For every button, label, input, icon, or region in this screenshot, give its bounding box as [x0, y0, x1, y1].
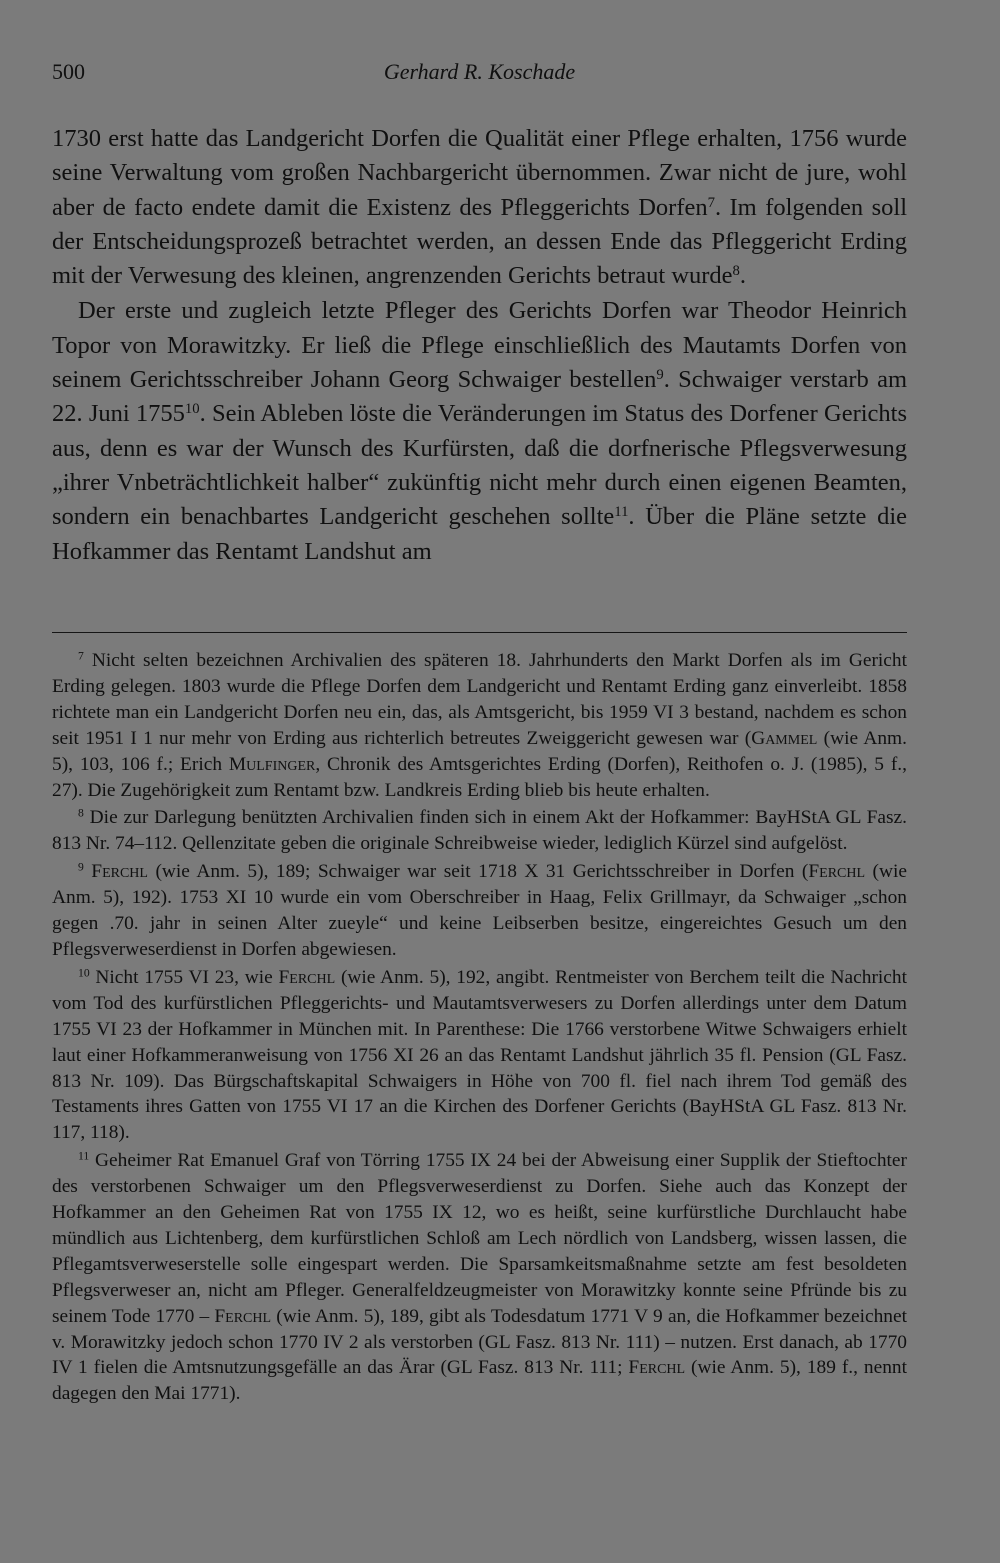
footnote-10 [52, 965, 907, 1146]
page-number: 500 [52, 59, 85, 84]
author-name: Mulfinger [228, 753, 316, 775]
text-run: . Im folgenden soll der Entscheidungsprozeß betrachtet werden, an dessen Ende das Pfleggericht Erding mit der Verwesung des kleinen, angrenzenden Gerichts betraut wurde [52, 193, 907, 290]
text-run: . Sein Ableben löste die Veränderungen im Status des Dorfener Gerichts aus, denn es war der Wunsch des Kurfürsten, daß die dorfnerische Pflegsverwesung „ihrer Vnbeträchtlichkeit halber“ zukünftig nicht mehr durch einen eigenen Beamten, sondern ein benachbartes Landgericht geschehen sollte [52, 400, 907, 531]
text-run: Nicht selten bezeichnen Archivalien des späteren 18. Jahrhunderts den Markt Dorfen als im Gericht Erding gelegen. 1803 wurde die Pflege Dorfen dem Landgericht und Rentamt Erding ganz einverleibt. 1858 richtete man ein Landgericht Dorfen neu ein, das, als Amtsgericht, bis 1959 VI 3 bestand, nachdem es schon seit 1951 I 1 nur mehr von Erding aus richterlich betreutes Zweiggericht gewesen war ( [52, 650, 907, 749]
footnote-11 [52, 1148, 907, 1407]
text-run: , Chronik des Amtsgerichtes Erding (Dorfen), Reithofen o. J. (1985), 5 f., 27). Die Zugehörigkeit zum Rentamt bzw. Landkreis Erding blieb bis heute erhalten. [52, 753, 907, 801]
footnote-ref: 11 [614, 504, 629, 521]
author-name: Ferchl [278, 966, 336, 988]
text-run: (wie Anm. 5), 189 f., nennt dagegen den Mai 1771). [52, 1357, 908, 1405]
footnote-9 [52, 859, 907, 963]
text-run: . Schwaiger verstarb am 22. Juni 1755 [52, 366, 907, 428]
footnote-ref: 9 [656, 367, 664, 383]
footnote-ref: 7 [707, 194, 715, 211]
footnote-number: 10 [78, 966, 90, 980]
text-run: Der erste und zugleich letzte Pfleger des Gerichts Dorfen war Theodor Heinrich Topor von Morawitzky. Er ließ die Pflege einschließlich des Mautamts Dorfen von seinem Gerichtsschreiber Johann Georg Schwaiger bestellen [52, 297, 907, 394]
text-run: (wie Anm. 5), 192, angibt. Rentmeister von Berchem teilt die Nachricht vom Tod des kurfürstlichen Pfleggerichts- und Mautamtsverwesers zu Dorfen allerdings unter dem Datum 1755 VI 23 der Hofkammer in München mit. In Parenthese: Die 1766 verstorbene Witwe Schwaigers erhielt laut einer Hofkammeranweisung von 1756 XI 26 an das Rentamt Landshut jährlich 35 fl. Pension (GL Fasz. 813 Nr. 109). Das Bürgschaftskapital Schwaigers in Höhe von 700 fl. fiel nach ihrem Tod gemäß des Testaments ihres Gatten von 1755 VI 17 an die Kirchen des Dorfener Gerichts (BayHStA GL Fasz. 813 Nr. 117, 118). [52, 966, 907, 1144]
running-head: Gerhard R. Koschade [383, 59, 576, 84]
footnote-7 [52, 648, 907, 803]
footnote-number: 9 [78, 860, 84, 874]
footnote-number: 8 [78, 807, 84, 821]
text-run: (wie Anm. 5), 189; Schwaiger war seit 1718 X 31 Gerichtsschreiber in Dorfen ( [147, 861, 809, 883]
text-run: Geheimer Rat Emanuel Graf von Törring 1755 IX 24 bei der Abweisung einer Supplik der Stieftochter des verstorbenen Schwaiger um den Pflegsverweserdienst zu Dorfen. Siehe auch das Konzept der Hofkammer an den Geheimen Rat von 1755 IX 12, wo es heißt, seine kurfürstliche Durchlaucht habe mündlich aus Lichtenberg, dem kurfürstlichen Schloß am Lech nördlich von Landsberg, wissen lassen, die Pflegamtsverweserstelle solle eingespart werden. Die Sparsamkeitsmaßnahme setzte am fest besoldeten Pflegsverweser an, nicht am Pfleger. Generalfeldzeugmeister von Morawitzky konnte seine Pfründe bis zu seinem Tode 1770 – [52, 1150, 907, 1327]
author-name: Ferchl [808, 861, 866, 883]
author-name: Ferchl [214, 1305, 272, 1327]
footnotes [52, 648, 907, 1409]
footnote-number: 11 [78, 1149, 90, 1163]
paragraph-2 [52, 294, 907, 568]
text-run: (wie Anm. 5), 189, gibt als Todesdatum 1771 V 9 an, die Hofkammer bezeichnet v. Morawitzky jedoch schon 1770 IV 2 als verstorben (GL Fasz. 813 Nr. 111) – nutzen. Erst danach, ab 1770 IV 1 fielen die Amtsnutzungsgefälle an das Ärar (GL Fasz. 813 Nr. 111; [52, 1305, 907, 1379]
author-name: Ferchl [628, 1357, 686, 1379]
text-run: . Über die Pläne setzte die Hofkammer das Rentamt Landshut am [52, 503, 908, 565]
author-name: Gammel [751, 727, 818, 749]
footnote-number: 7 [78, 649, 84, 663]
text-run: Die zur Darlegung benützten Archivalien finden sich in einem Akt der Hofkammer: BayHStA GL Fasz. 813 Nr. 74–112. Qellenzitate geben die originale Schreibweise wieder, lediglich Kürzel sind aufgelöst. [52, 807, 907, 855]
author-name: Ferchl [91, 861, 148, 883]
footnote-divider [52, 632, 907, 633]
paragraph-1 [52, 122, 907, 293]
text-run: 1730 erst hatte das Landgericht Dorfen die Qualität einer Pflege erhalten, 1756 wurde seine Verwaltung vom großen Nachbargericht übernommen. Zwar nicht de jure, wohl aber de facto endete damit die Existenz des Pfleggerichts Dorfen [52, 125, 907, 221]
main-text [52, 122, 907, 569]
footnote-ref: 8 [732, 263, 740, 280]
text-run: (wie Anm. 5), 192). 1753 XI 10 wurde ein vom Oberschreiber in Haag, Felix Grillmayr, da Schwaiger „schon gegen .70. jahr in seinen Alter zueyle“ und keine Leibserben besitze, eingereichtes Gesuch um den Pflegsverweserdienst in Dorfen abgewiesen. [52, 861, 907, 960]
text-run: Nicht 1755 VI 23, wie [95, 966, 279, 988]
text-run: (wie Anm. 5), 103, 106 f.; Erich [52, 727, 907, 775]
footnote-ref: 10 [184, 401, 200, 418]
footnote-8 [52, 805, 907, 857]
text-run: . [739, 262, 747, 290]
